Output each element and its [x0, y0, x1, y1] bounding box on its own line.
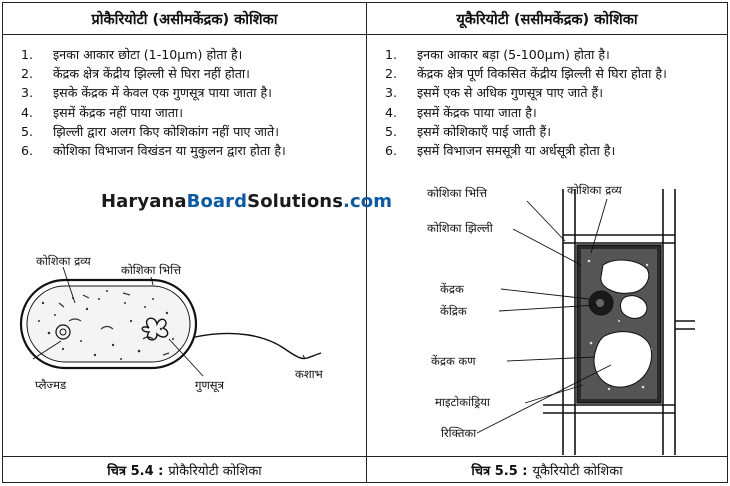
list-item: 6. इसमें विभाजन समसूत्री या अर्धसूत्री होता है।: [385, 143, 616, 159]
comparison-table: [2, 2, 728, 483]
label-plasmid: प्लैज्मड: [35, 378, 67, 392]
label-cytoplasm: कोशिका द्रव्य: [567, 183, 622, 197]
prokaryote-column: [3, 3, 393, 482]
list-item: 4. इसमें केंद्रक पाया जाता है।: [385, 104, 537, 120]
label-nuclear-granules: केंद्रक कण: [431, 354, 476, 368]
label-cell-membrane: कोशिका झिल्ली: [427, 221, 493, 235]
list-item: 2. केंद्रक क्षेत्र केंद्रीय झिल्ली से घिरा नहीं होता।: [21, 66, 250, 82]
label-mitochondria: माइटोकांड्रिया: [435, 395, 490, 409]
eukaryote-heading: यूकैरियोटी (ससीमकेंद्रक) कोशिका: [367, 3, 727, 35]
site-watermark: HaryanaBoardSolutions.com: [101, 191, 393, 212]
label-flagellum: कशाभ: [295, 367, 323, 381]
list-item: 1. इनका आकार छोटा (1-10μm) होता है।: [21, 47, 243, 62]
label-vacuole: रिक्तिका: [441, 426, 477, 440]
list-item: 4. इसमें केंद्रक नहीं पाया जाता।: [21, 104, 184, 120]
prokaryote-heading: प्रोकैरियोटी (असीमकेंद्रक) कोशिका: [3, 3, 366, 35]
prokaryote-caption: चित्र 5.4 : प्रोकैरियोटी कोशिका: [3, 456, 366, 482]
list-item: 3. इसके केंद्रक में केवल एक गुणसूत्र पाया जाता है।: [21, 85, 272, 101]
list-item: 6. कोशिका विभाजन विखंडन या मुकुलन द्वारा होता है।: [21, 143, 286, 159]
eukaryote-cell-diagram: [367, 3, 729, 455]
list-item: 3. इसमें एक से अधिक गुणसूत्र पाए जाते हैं।: [385, 85, 603, 101]
list-item: 5. इसमें कोशिकाएँ पाई जाती हैं।: [385, 123, 552, 139]
list-item: 1. इनका आकार बड़ा (5-100μm) होता है।: [385, 47, 610, 62]
eukaryote-caption: चित्र 5.5 : यूकैरियोटी कोशिका: [367, 456, 727, 482]
label-cytoplasm: कोशिका द्रव्य: [36, 254, 91, 268]
label-cell-wall: कोशिका भित्ति: [427, 186, 488, 200]
label-nucleolus: केंद्रिक: [440, 304, 467, 318]
label-cell-wall: कोशिका भित्ति: [121, 263, 182, 277]
label-nucleus: केंद्रक: [440, 282, 464, 296]
eukaryote-column: [367, 3, 727, 482]
list-item: 5. झिल्ली द्वारा अलग किए कोशिकांग नहीं पाए जाते।: [21, 123, 280, 139]
list-item: 2. केंद्रक क्षेत्र पूर्ण विकसित केंद्रीय झिल्ली से घिरा होता है।: [385, 66, 667, 82]
label-chromosome: गुणसूत्र: [195, 378, 224, 392]
